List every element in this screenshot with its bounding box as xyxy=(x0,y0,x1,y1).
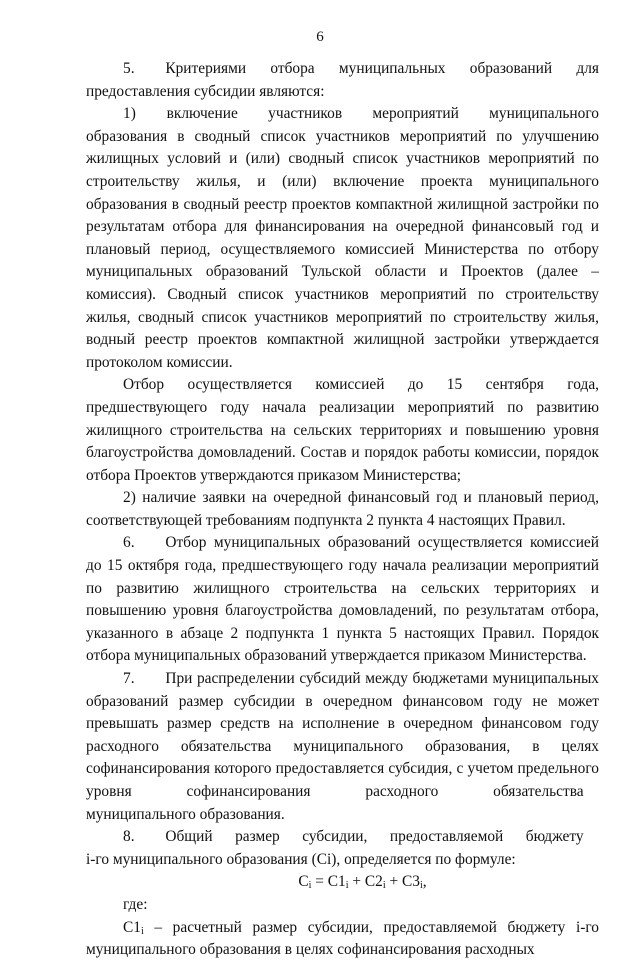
page-number: 6 xyxy=(316,29,324,45)
paragraph-selection-deadline: Отбор осуществляется комиссией до 15 сентября года, предшествующего году начала реализации мероприятий по развитию жилищного строительства на сельских территориях и повышению уровня благоустройства домовладений. Состав и порядок работы комиссии, порядок отбора Проектов утверждаются приказом Министерства; xyxy=(86,376,599,484)
paragraph-5-2: 2) наличие заявки на очередной финансовый год и плановый период, соответствующей требованиям подпункта 2 пункта 4 настоящих Правил. xyxy=(86,489,599,529)
c1-definition: $C1_i$ – расчетный размер субсидии, предоставляемой бюджету i-го муниципального образования в целях софинансирования расходных xyxy=(86,918,599,959)
paragraph-5-1: 1) включение участников мероприятий муниципального образования в сводный список участников мероприятий по улучшению жилищных условий и (или) сводный список участников мероприятий по строительству жилья, и (или) включение проекта муниципального образования в сводный реестр проектов компактной жилищной застройки по результатам отбора для финансирования на очередной финансовый год и плановый период, осуществляемого комиссией Министерства по отбору муниципальных образований Тульской области и Проектов (далее – комиссия). Сводный список участников мероприятий по строительству жилья, сводный список участников мероприятий по строительству жилья, водный реестр проектов компактной жилищной застройки утверждается протоколом комиссии. xyxy=(86,105,599,371)
paragraph-7: 7. При распределении субсидий между бюджетами муниципальных образований размер субсидии в очередном финансовом году не может превышать размер средств на исполнение в очередном финансовом году расходного обязательства муниципального образования, в целях софинансирования которого предоставляется субсидия, с учетом предельного уровня софинансирования расходного обязательства муниципального образования. xyxy=(86,670,599,823)
paragraph-5: 5. Критериями отбора муниципальных образований для предоставления субсидии являются: xyxy=(86,60,599,100)
subsidy-formula: $C_i = C1_i + C2_i + C3_i$, xyxy=(298,873,427,892)
paragraph-6: 6. Отбор муниципальных образований осуществляется комиссией до 15 октября года, предшествующего году начала реализации мероприятий по развитию жилищного строительства на сельских территориях и повышению уровня благоустройства домовладений, по результатам отбора, указанного в абзаце 2 подпункта 1 пункта 5 настоящих Правил. Порядок отбора муниципальных образований утверждается приказом Министерства. xyxy=(86,534,599,665)
where-label: где: xyxy=(123,895,148,913)
document-body xyxy=(86,58,599,962)
paragraph-8: 8. Общий размер субсидии, предоставляемой бюджету i-го муниципального образования (Ci), определяется по формуле: xyxy=(86,828,599,868)
